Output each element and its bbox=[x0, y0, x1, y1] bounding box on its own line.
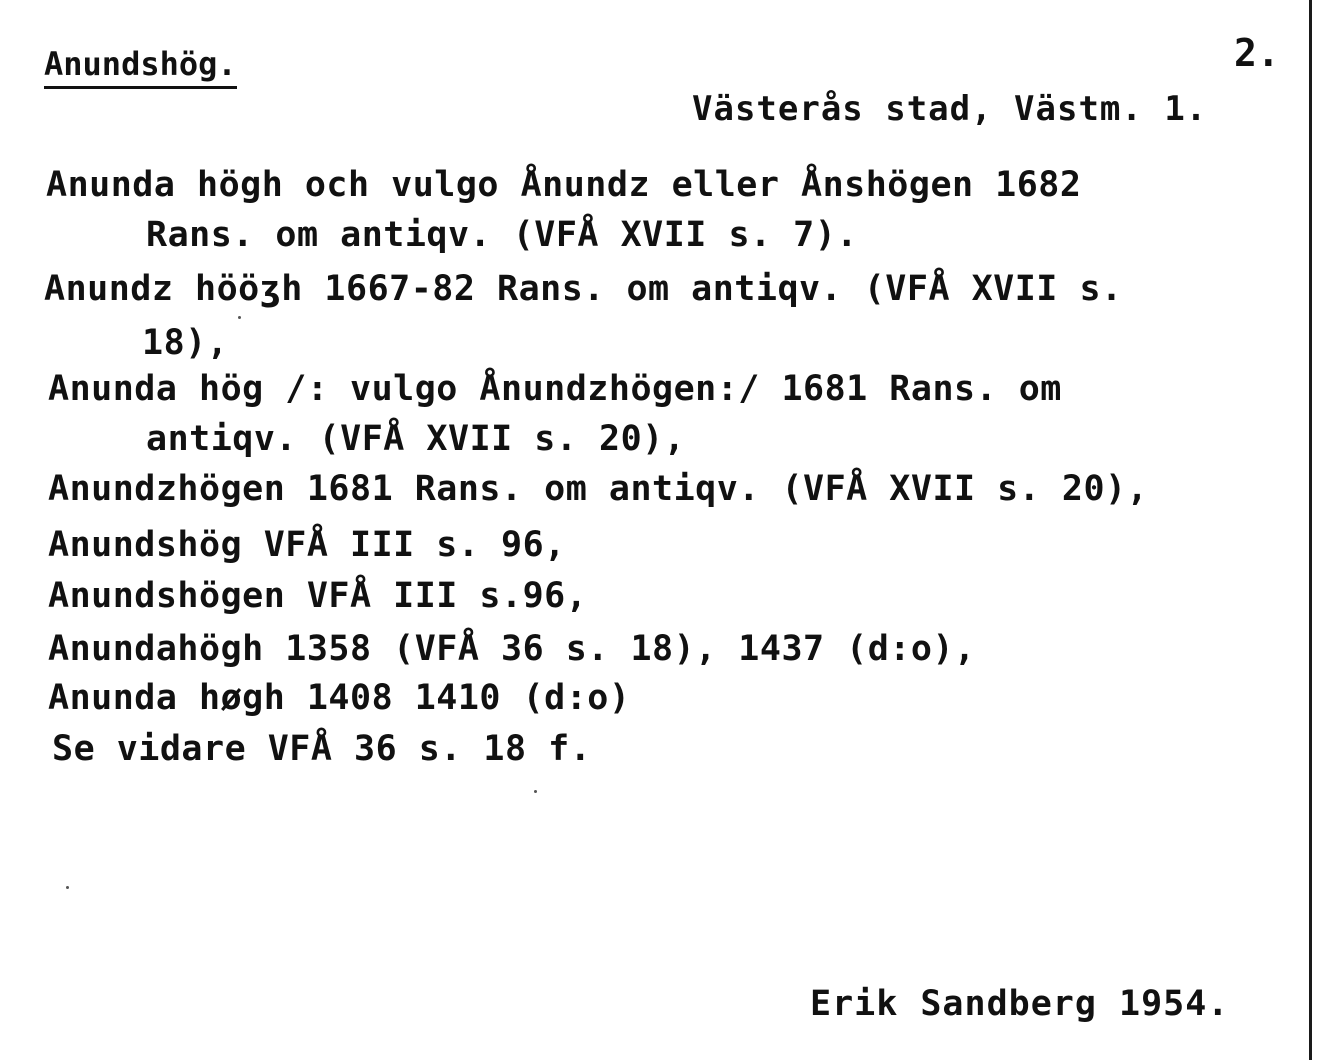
entry-line: antiqv. (VFÅ XVII s. 20), bbox=[146, 419, 686, 459]
card-number: 2. bbox=[1234, 31, 1280, 75]
paper-speck bbox=[534, 790, 537, 793]
location-line: Västerås stad, Västm. 1. bbox=[692, 89, 1208, 129]
entry-line: Se vidare VFÅ 36 s. 18 f. bbox=[52, 729, 592, 769]
entry-line: 18), bbox=[142, 323, 229, 363]
signature: Erik Sandberg 1954. bbox=[810, 984, 1230, 1024]
entry-line: Anundshög VFÅ III s. 96, bbox=[48, 525, 566, 565]
paper-speck bbox=[66, 886, 69, 889]
card-edge-line bbox=[1309, 0, 1312, 1060]
entry-line: Rans. om antiqv. (VFÅ XVII s. 7). bbox=[146, 215, 858, 255]
entry-line: Anundz hööʒh 1667-82 Rans. om antiqv. (VFÅ XVII s. bbox=[44, 269, 1123, 309]
entry-line: Anunda högh och vulgo Ånundz eller Ånshögen 1682 bbox=[46, 165, 1082, 205]
entry-line: Anundzhögen 1681 Rans. om antiqv. (VFÅ XVII s. 20), bbox=[48, 469, 1149, 509]
paper-speck bbox=[238, 316, 241, 319]
entry-line: Anundshögen VFÅ III s.96, bbox=[48, 576, 588, 616]
entry-line: Anundahögh 1358 (VFÅ 36 s. 18), 1437 (d:o), bbox=[48, 629, 976, 669]
card-heading: Anundshög. bbox=[44, 48, 237, 89]
entry-line: Anunda høgh 1408 1410 (d:o) bbox=[48, 678, 631, 718]
entry-line: Anunda hög /: vulgo Ånundzhögen:/ 1681 Rans. om bbox=[48, 369, 1062, 409]
